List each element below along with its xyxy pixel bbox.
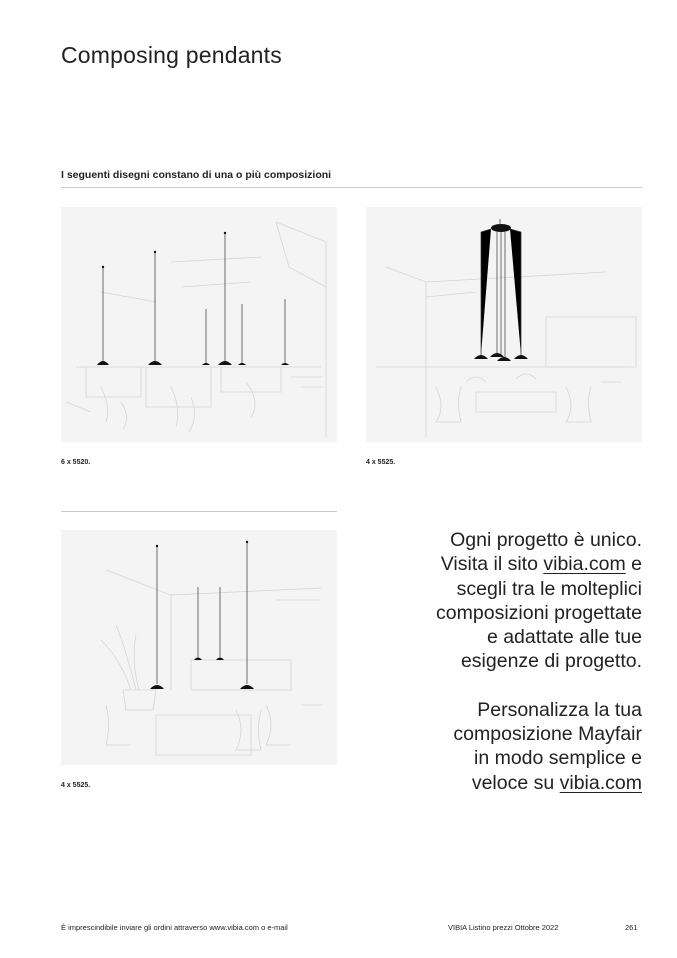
- promo-line: Personalizza la tua: [477, 698, 642, 721]
- figure-lounge-canopy-pendants: [366, 207, 642, 442]
- page-number: 261: [625, 923, 638, 932]
- promo-line: scegli tra le molteplici: [456, 577, 642, 600]
- lounge-illustration: [61, 530, 337, 765]
- footer-order-note: È imprescindibile inviare gli ordini attraverso www.vibia.com o e-mail: [61, 923, 288, 932]
- promo-line: Visita il sito vibia.com e: [440, 553, 642, 576]
- figure-lounge-four-pendants: [61, 530, 337, 765]
- figure-caption: 4 x 5525.: [61, 782, 91, 789]
- divider-middle: [61, 511, 337, 512]
- promo-line: composizione Mayfair: [453, 723, 642, 746]
- promo-line: Ogni progetto è unico.: [450, 529, 642, 551]
- lounge-illustration: [366, 207, 642, 442]
- promo-line: e adattate alle tue: [486, 626, 642, 649]
- footer-brand-info: VIBIA Listino prezzi Ottobre 2022: [448, 923, 559, 932]
- promo-text: [342, 528, 642, 795]
- pendant-lamps: [97, 232, 289, 365]
- promo-line: esigenze di progetto.: [460, 650, 642, 673]
- office-illustration: [61, 207, 337, 442]
- vibia-link[interactable]: vibia.com: [543, 553, 626, 576]
- section-subtitle: I seguenti disegni constano di una o più composizioni: [61, 169, 332, 181]
- promo-line: veloce su vibia.com: [471, 771, 642, 794]
- promo-line: in modo semplice e: [474, 747, 642, 770]
- pendant-lamps: [150, 541, 254, 689]
- divider-top: [61, 187, 642, 188]
- vibia-link[interactable]: vibia.com: [559, 771, 642, 794]
- promo-line: composizioni progettate: [436, 601, 642, 624]
- figure-office-six-pendants: [61, 207, 337, 442]
- figure-caption: 4 x 5525.: [366, 459, 396, 466]
- page-title: Composing pendants: [61, 42, 282, 68]
- figure-caption: 6 x 5520.: [61, 459, 91, 466]
- pendant-lamps: [474, 219, 528, 361]
